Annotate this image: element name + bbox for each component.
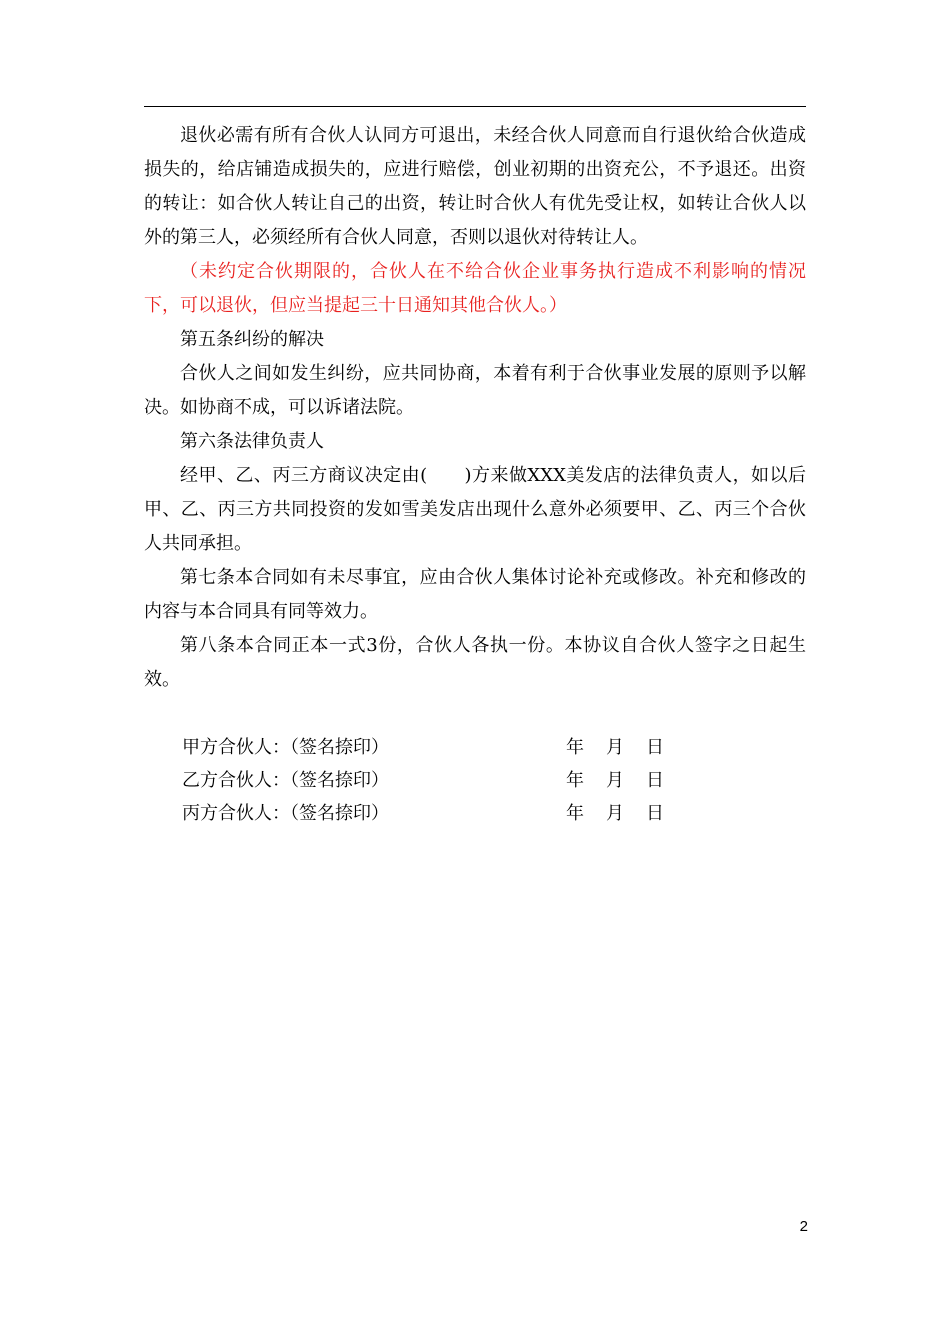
signature-label: 甲方合伙人：（签名捺印） xyxy=(182,737,389,758)
date-year: 年 xyxy=(566,770,584,791)
article-6-heading: 第六条法律负责人 xyxy=(180,431,324,452)
paragraph-withdrawal-terms: 退伙必需有所有合伙人认同方可退出，未经合伙人同意而自行退伙给合伙造成损失的，给店铺造成损失的，应进行赔偿，创业初期的出资充公，不予退还。出资的转让：如合伙人转让自己的出资，转让时合伙人有优先受让权，如转让合伙人以外的第三人，必须经所有合伙人同意，否则以退伙对待转让人。 xyxy=(144,125,806,248)
signature-label: 丙方合伙人：（签名捺印） xyxy=(182,803,389,824)
article-8-paragraph: 第八条本合同正本一式3份，合伙人各执一份。本协议自合伙人签字之日起生效。 xyxy=(144,635,806,690)
date-day: 日 xyxy=(646,770,664,791)
paragraph-dispute-resolution: 合伙人之间如发生纠纷，应共同协商，本着有利于合伙事业发展的原则予以解决。如协商不成，可以诉诸法院。 xyxy=(144,363,806,418)
date-month: 月 xyxy=(606,737,624,758)
date-day: 日 xyxy=(646,737,664,758)
article-5-heading: 第五条纠纷的解决 xyxy=(180,329,324,350)
date-month: 月 xyxy=(606,770,624,791)
page-number: 2 xyxy=(799,1218,808,1235)
signature-date xyxy=(566,797,686,830)
paragraph-withdrawal-note: （未约定合伙期限的，合伙人在不给合伙企业事务执行造成不利影响的情况下，可以退伙，但应当提起三十日通知其他合伙人。） xyxy=(144,261,806,316)
date-year: 年 xyxy=(566,803,584,824)
header-rule xyxy=(144,106,806,107)
signature-date xyxy=(566,731,686,764)
signature-label: 乙方合伙人：（签名捺印） xyxy=(182,770,389,791)
document-body xyxy=(144,119,806,830)
paragraph-legal-representative: 经甲、乙、丙三方商议决定由( )方来做XXX美发店的法律负责人，如以后甲、乙、丙三方共同投资的发如雪美发店出现什么意外必须要甲、乙、丙三个合伙人共同承担。 xyxy=(144,465,806,554)
signature-row-party-b xyxy=(144,764,806,797)
signature-spacer xyxy=(144,697,806,731)
signature-row-party-c xyxy=(144,797,806,830)
signature-date xyxy=(566,764,686,797)
date-day: 日 xyxy=(646,803,664,824)
signature-row-party-a xyxy=(144,731,806,764)
article-7-paragraph: 第七条本合同如有未尽事宜，应由合伙人集体讨论补充或修改。补充和修改的内容与本合同具有同等效力。 xyxy=(144,567,806,622)
date-year: 年 xyxy=(566,737,584,758)
date-month: 月 xyxy=(606,803,624,824)
